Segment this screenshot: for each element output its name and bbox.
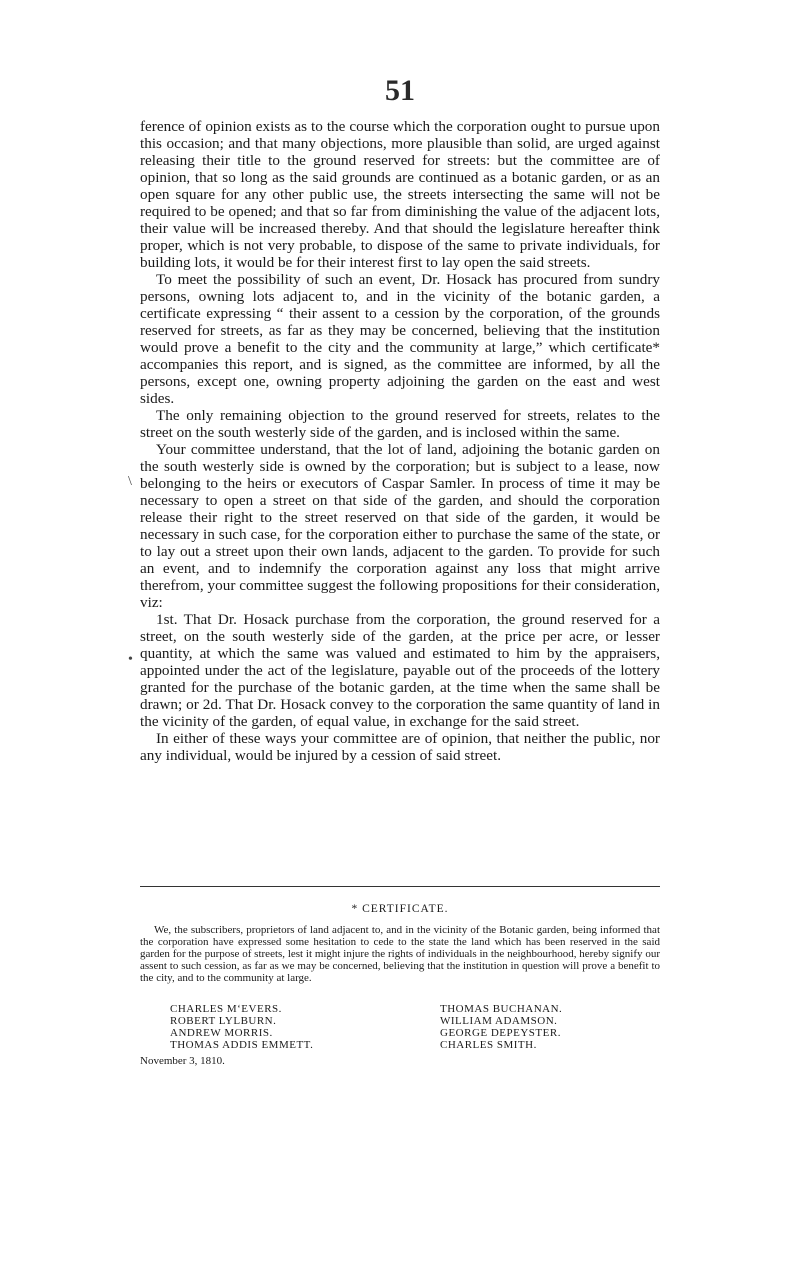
signature: WILLIAM ADAMSON. [440, 1015, 558, 1027]
footnote-heading: * CERTIFICATE. [351, 903, 449, 915]
signature-column-left [140, 1003, 390, 1051]
signature: THOMAS BUCHANAN. [440, 1003, 563, 1015]
signature: THOMAS ADDIS EMMETT. [170, 1039, 314, 1051]
paragraph-1: ference of opinion exists as to the course which the corporation ought to pursue upon this occasion; and that many objections, more plausible than solid, are urged against releasing their title to the ground reserved for streets: but the committee are of opinion, that so long as the said grounds are continued as a botanic garden, or as an open square for any other public use, the streets intersecting the same will not be required to be opened; and that so far from diminishing the value of the adjacent lots, their value will be increased thereby. And that should the legislature hereafter think proper, which is not very probable, to dispose of the same to private individuals, for building lots, it would be for their interest first to lay open the said streets. [140, 118, 660, 271]
page-number: 51 [385, 74, 415, 107]
signature-column-right [390, 1003, 660, 1051]
margin-mark: \ [128, 474, 132, 489]
signature: ROBERT LYLBURN. [170, 1015, 277, 1027]
paragraph-3: The only remaining objection to the ground reserved for streets, relates to the street on the south westerly side of the garden, and is inclosed within the same. [140, 407, 660, 441]
signature: CHARLES M‘EVERS. [170, 1003, 282, 1015]
signature-row [140, 1003, 660, 1051]
signature: CHARLES SMITH. [440, 1039, 537, 1051]
certificate-date: November 3, 1810. [140, 1055, 225, 1067]
paragraph-5-propositions: 1st. That Dr. Hosack purchase from the corporation, the ground reserved for a street, on the south westerly side of the garden, at the price per acre, or lesser quantity, at which the same was valued and estimated to him by the appraisers, appointed under the act of the legislature, payable out of the proceeds of the lottery granted for the purchase of the botanic garden, at the time when the same shall be drawn; or 2d. That Dr. Hosack convey to the corporation the same quantity of land in the vicinity of the garden, of equal value, in exchange for the said street. [140, 611, 660, 730]
report-body [140, 118, 660, 764]
certificate-text: We, the subscribers, proprietors of land adjacent to, and in the vicinity of the Botanic garden, being informed that the corporation have expressed some hesitation to cede to the state the land which has been reserved in the said garden for the purpose of streets, lest it might injure the rights of individuals in the neighbourhood, hereby signify our assent to such cession, as far as we may be concerned, believing that the institution in question will prove a benefit to the city, and to the community at large. [140, 924, 660, 984]
signature-block [140, 1003, 660, 1051]
paragraph-6: In either of these ways your committee are of opinion, that neither the public, nor any individual, would be injured by a cession of said street. [140, 730, 660, 764]
footnote-rule [140, 886, 660, 887]
signature: ANDREW MORRIS. [170, 1027, 273, 1039]
margin-mark: • [128, 652, 133, 667]
footnote-body [140, 924, 660, 984]
signature: GEORGE DEPEYSTER. [440, 1027, 561, 1039]
paragraph-4: Your committee understand, that the lot of land, adjoining the botanic garden on the south westerly side is owned by the corporation; but is subject to a lease, now belonging to the heirs or executors of Caspar Samler. In process of time it may be necessary to open a street on that side of the garden, and should the corporation release their right to the street reserved on that side of the garden, it would be necessary in such case, for the corporation either to purchase the same of the state, or to lay out a street upon their own lands, adjacent to the garden. To provide for such an event, and to indemnify the corporation against any loss that might arrive therefrom, your committee suggest the following propositions for their consideration, viz: [140, 441, 660, 611]
paragraph-2: To meet the possibility of such an event, Dr. Hosack has procured from sundry persons, owning lots adjacent to, and in the vicinity of the botanic garden, a certificate expressing “ their assent to a cession by the corporation, of the grounds reserved for streets, as far as they may be concerned, believing that the institution would prove a benefit to the city and the community at large,” which certificate* accompanies this report, and is signed, as the committee are informed, by all the persons, except one, owning property adjoining the garden on the east and west sides. [140, 271, 660, 407]
